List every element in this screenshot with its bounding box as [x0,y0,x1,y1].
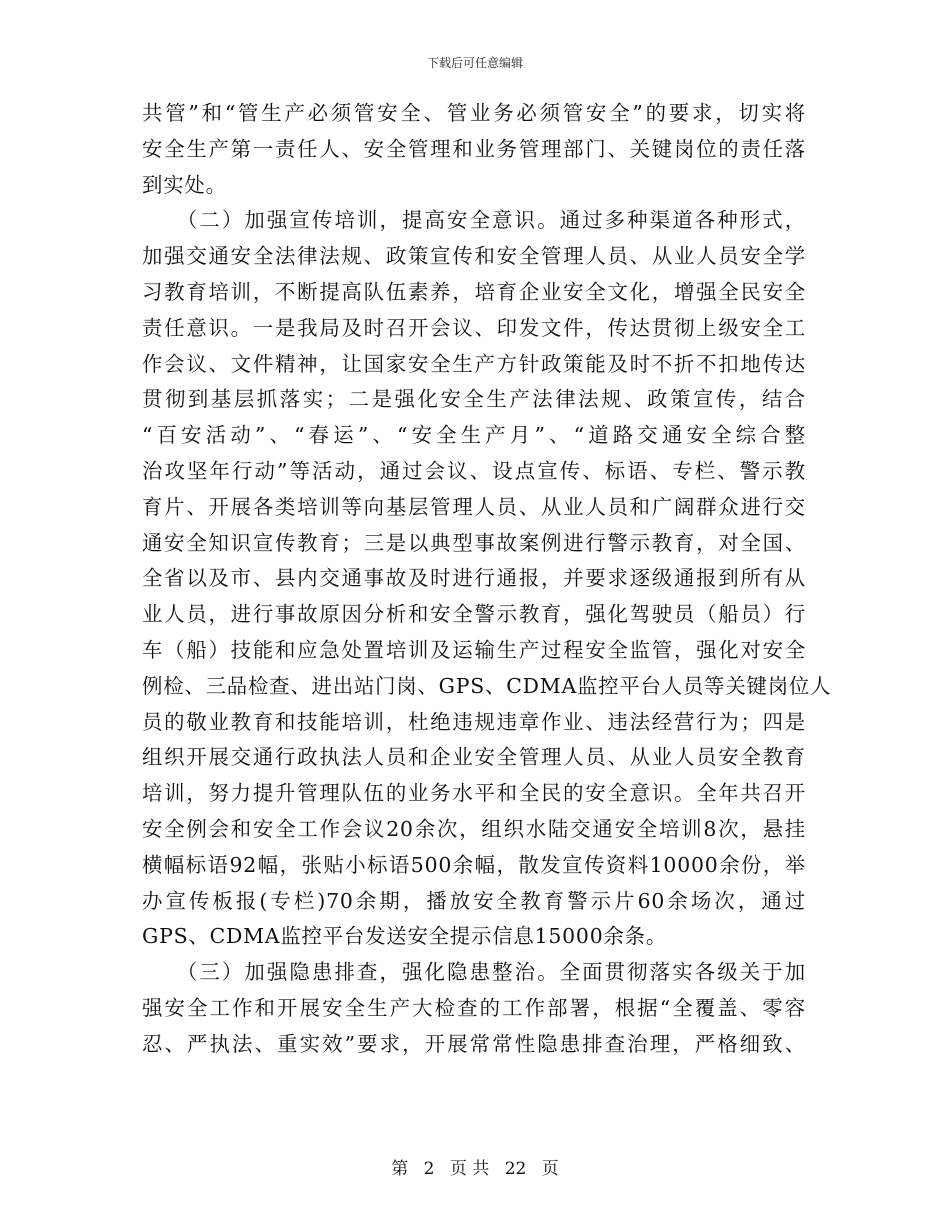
current-page-number: 2 [423,1159,435,1179]
text-line: 作会议、文件精神，让国家安全生产方针政策能及时不折不扣地传达 [142,351,806,376]
text-line: 贯彻到基层抓落实；二是强化安全生产法律法规、政策宣传，结合 [142,387,806,412]
text-line: 共管”和“管生产必须管安全、管业务必须管安全”的要求，切实将 [142,101,806,125]
text-line: 安全例会和安全工作会议20余次，组织水陆交通安全培训8次，悬挂 [142,816,806,841]
text-line: 员的敬业教育和技能培训，杜绝违规违章作业、违法经营行为；四是 [142,709,806,734]
footer-middle: 页 共 [449,1159,490,1179]
text-line: 强安全工作和开展安全生产大检查的工作部署，根据“全覆盖、零容 [142,995,806,1020]
footer-prefix: 第 [391,1159,409,1179]
text-line: 培训，努力提升管理队伍的业务水平和全民的安全意识。全年共召开 [142,781,806,806]
text-line: 例检、三品检查、进出站门岗、GPS、CDMA监控平台人员等关键岗位人 [142,673,832,698]
text-line: 办宣传板报(专栏)70余期，播放安全教育警示片60余场次，通过 [142,888,806,913]
total-page-count: 22 [504,1159,527,1179]
text-line: 育片、开展各类培训等向基层管理人员、从业人员和广阔群众进行交 [142,494,806,519]
text-line: 全省以及市、县内交通事故及时进行通报，并要求逐级通报到所有从 [142,566,806,591]
document-body [142,96,832,1063]
text-line: 组织开展交通行政执法人员和企业安全管理人员、从业人员安全教育 [142,745,806,770]
text-line: GPS、CDMA监控平台发送安全提示信息15000余条。 [142,924,668,949]
text-line: 习教育培训，不断提高队伍素养，培育企业安全文化，增强全民安全 [142,279,806,304]
text-line: 治攻坚年行动”等活动，通过会议、设点宣传、标语、专栏、警示教 [142,458,806,483]
text-line: 通安全知识宣传教育；三是以典型事故案例进行警示教育，对全国、 [142,530,806,555]
footer-suffix: 页 [541,1159,559,1179]
text-line: 车（船）技能和应急处置培训及运输生产过程安全监管，强化对安全 [142,637,806,662]
page-header: 下载后可任意编辑 [426,56,523,70]
text-line: 加强交通安全法律法规、政策宣传和安全管理人员、从业人员安全学 [142,244,806,269]
text-line: 到实处。 [142,172,227,197]
text-line: 安全生产第一责任人、安全管理和业务管理部门、关键岗位的责任落 [142,136,806,161]
page-footer [0,1154,950,1179]
text-line: 责任意识。一是我局及时召开会议、印发文件，传达贯彻上级安全工 [142,315,806,340]
text-line: 横幅标语92幅，张贴小标语500余幅，散发宣传资料10000余份，举 [142,852,806,877]
text-line: “百安活动”、“春运”、“安全生产月”、“道路交通安全综合整 [142,423,806,448]
text-line: 忍、严执法、重实效”要求，开展常常性隐患排查治理，严格细致、 [142,1031,806,1056]
text-line: 业人员，进行事故原因分析和安全警示教育，强化驾驶员（船员）行 [142,602,806,627]
text-line: （二）加强宣传培训，提高安全意识。通过多种渠道各种形式， [142,208,806,233]
text-line: （三）加强隐患排查，强化隐患整治。全面贯彻落实各级关于加 [142,960,806,985]
